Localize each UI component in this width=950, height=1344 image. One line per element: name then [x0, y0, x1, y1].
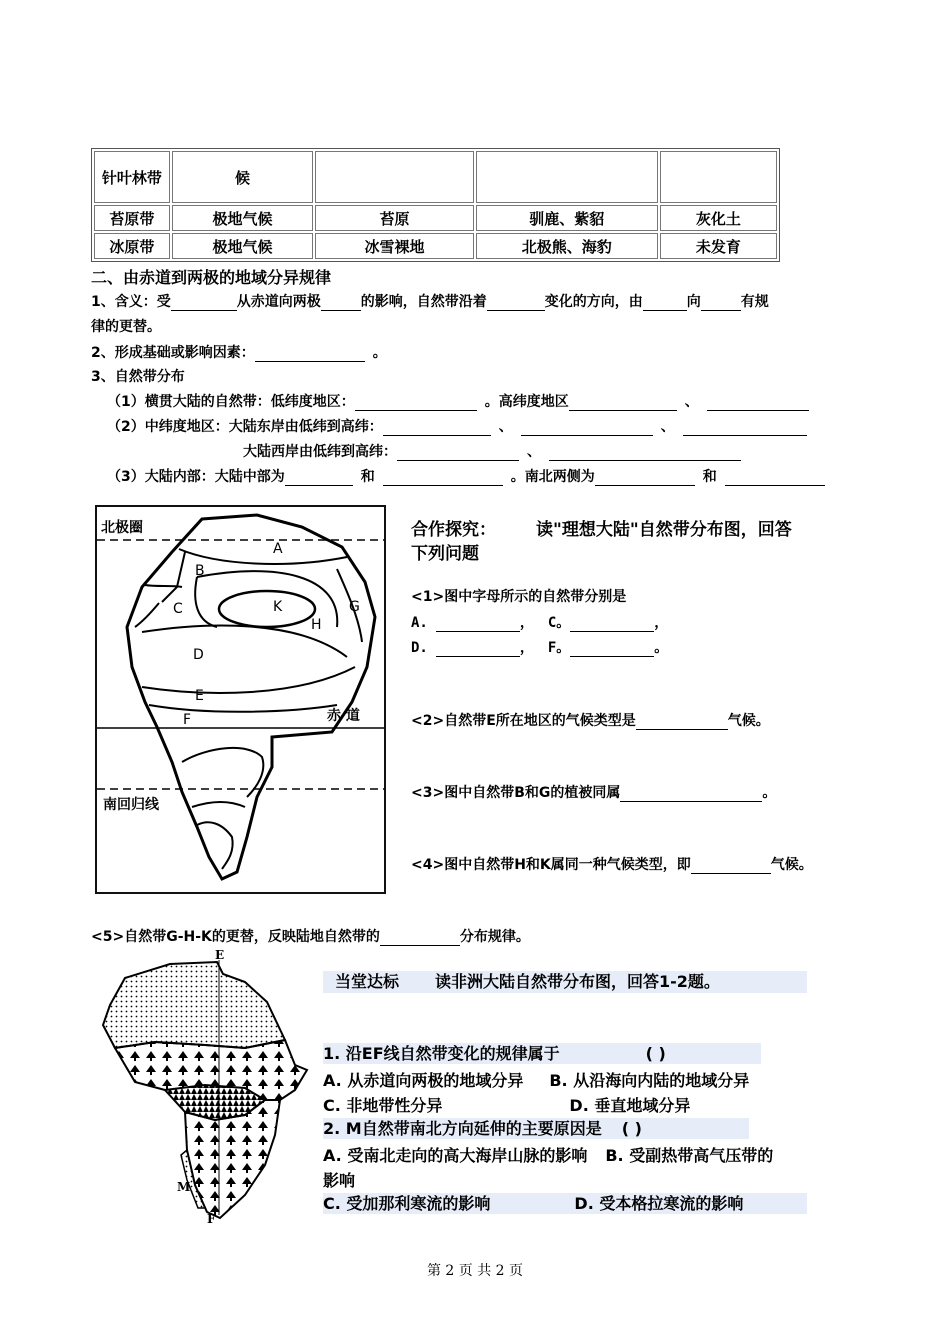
separator: 、 [527, 444, 541, 460]
option-d[interactable]: D. 垂直地域分异 [569, 1096, 691, 1115]
distribution-title: 3、自然带分布 [91, 369, 185, 385]
zone-label-c: C [173, 601, 183, 617]
blank-field[interactable] [436, 617, 520, 632]
basis-line [91, 342, 387, 362]
blank-field[interactable] [569, 396, 677, 411]
option-c: C。 [547, 615, 571, 631]
def-text: 向 [686, 294, 701, 310]
question-text: <5>自然带G-H-K的更替，反映陆地自然带的 [91, 929, 380, 945]
zone-boundary [195, 577, 217, 627]
practice-question-2 [323, 1118, 749, 1139]
zone-boundary [135, 603, 159, 627]
table-cell: 苔原带 [94, 205, 170, 231]
question-text: 。 [762, 785, 777, 801]
inquiry-title-a: 合作探究： [411, 520, 496, 540]
question-4 [411, 854, 813, 874]
table-cell [315, 151, 474, 203]
question-text: 1. 沿EF线自然带变化的规律属于 [323, 1044, 560, 1063]
option-c[interactable]: C. 受加那利寒流的影响 [323, 1194, 491, 1213]
question-text: 分布规律。 [459, 929, 530, 945]
practice-q2-options-ab [323, 1143, 773, 1166]
item-text: （1）横贯大陆的自然带：低纬度地区： [107, 394, 355, 410]
separator: 、 [660, 419, 675, 435]
separator: 、 [498, 419, 513, 435]
question-5 [91, 926, 530, 946]
table-cell: 未发育 [660, 233, 777, 259]
zone-label-d: D [193, 647, 204, 663]
blank-field[interactable] [171, 296, 237, 311]
table-row [94, 233, 777, 259]
zone-label-f: F [183, 712, 192, 728]
practice-title [323, 971, 807, 993]
africa-map [95, 950, 310, 1230]
practice-q1-options-ab [323, 1068, 749, 1091]
period: 。 [654, 640, 669, 656]
option-d: D. [411, 640, 428, 656]
option-b[interactable]: B. 从沿海向内陆的地域分异 [549, 1071, 750, 1090]
comma: ， [519, 615, 534, 631]
practice-title-a: 当堂达标 [335, 972, 400, 991]
blank-field[interactable] [691, 859, 771, 874]
table-row [94, 151, 777, 203]
table-cell: 北极熊、海豹 [476, 233, 658, 259]
option-f: F。 [547, 640, 571, 656]
table-cell [476, 151, 658, 203]
blank-field[interactable] [549, 446, 741, 461]
table-cell: 针叶林带 [94, 151, 170, 203]
zone-label-e: E [195, 688, 204, 704]
def-text: 的影响，自然带沿着 [360, 294, 487, 310]
item-text: 和 [702, 469, 717, 485]
table-cell: 冰雪裸地 [315, 233, 474, 259]
definition-line [91, 291, 769, 311]
zone-label-g: G [349, 599, 360, 615]
tropic-label: 南回归线 [103, 797, 159, 813]
africa-map-svg [95, 950, 310, 1230]
inquiry-title-b: 读"理想大陆"自然带分布图，回答 [536, 520, 792, 540]
item-2 [107, 416, 807, 436]
practice-q1-options-cd [323, 1093, 690, 1116]
table-cell: 候 [172, 151, 313, 203]
sahara-zone [103, 962, 285, 1048]
blank-field[interactable] [636, 715, 728, 730]
blank-field[interactable] [255, 347, 365, 362]
question-text: <4>图中自然带H和K属同一种气候类型，即 [411, 857, 691, 873]
blank-field[interactable] [570, 617, 654, 632]
item-1 [107, 391, 809, 411]
zone-k-boundary [219, 591, 315, 627]
answer-paren[interactable]: ( ) [645, 1044, 666, 1063]
page-footer: 第 2 页 共 2 页 [426, 1263, 524, 1279]
inquiry-title-c: 下列问题 [411, 544, 479, 564]
question-3 [411, 782, 776, 802]
blank-field[interactable] [707, 396, 809, 411]
blank-field[interactable] [383, 421, 491, 436]
question-text: 气候。 [770, 857, 813, 873]
zone-boundary [192, 802, 245, 807]
section-heading: 二、由赤道到两极的地域分异规律 [91, 268, 332, 287]
ideal-continent-map [95, 505, 386, 894]
def-text: 有规 [740, 294, 769, 310]
table-row [94, 205, 777, 231]
ideal-continent-svg [97, 507, 384, 892]
zone-boundary [179, 549, 347, 564]
blank-field[interactable] [321, 296, 361, 311]
table-cell: 灰化土 [660, 205, 777, 231]
table-cell: 苔原 [315, 205, 474, 231]
table-cell: 极地气候 [172, 205, 313, 231]
option-c[interactable]: C. 非地带性分异 [323, 1096, 443, 1115]
arctic-circle-label: 北极圈 [101, 520, 143, 536]
item-text: （3）大陆内部：大陆中部为 [107, 469, 285, 485]
zone-label-h: H [311, 617, 322, 633]
blank-field[interactable] [487, 296, 545, 311]
blank-field[interactable] [701, 296, 741, 311]
option-a[interactable]: A. 受南北走向的高大海岸山脉的影响 [323, 1146, 588, 1165]
inquiry-title [411, 515, 792, 540]
blank-field[interactable] [620, 787, 762, 802]
blank-field[interactable] [436, 642, 520, 657]
zone-label-k: K [273, 599, 283, 615]
natural-zone-table [91, 148, 780, 262]
comma: ， [519, 640, 534, 656]
map-label-f: F [207, 1212, 216, 1226]
table-cell: 冰原带 [94, 233, 170, 259]
practice-question-1 [323, 1043, 761, 1064]
item-text: 、 [684, 394, 699, 410]
blank-field[interactable] [595, 471, 695, 486]
option-a: A. [411, 615, 428, 631]
map-label-e: E [215, 948, 225, 962]
practice-q2-option-b-cont: 影响 [323, 1171, 356, 1190]
blank-field[interactable] [521, 421, 653, 436]
question-text: 2. M自然带南北方向延伸的主要原因是 [323, 1119, 602, 1138]
question-text: 气候。 [727, 713, 770, 729]
blank-field[interactable] [383, 471, 503, 486]
option-d[interactable]: D. 受本格拉寒流的影响 [574, 1194, 744, 1213]
blank-field[interactable] [285, 471, 353, 486]
item-text: 。南北两侧为 [510, 469, 595, 485]
blank-field[interactable] [725, 471, 825, 486]
table-cell: 驯鹿、紫貂 [476, 205, 658, 231]
question-1: <1>图中字母所示的自然带分别是 [411, 589, 627, 605]
zone-boundary [197, 822, 233, 869]
practice-title-b: 读非洲大陆自然带分布图，回答1-2题。 [435, 972, 720, 991]
item-text: 和 [360, 469, 375, 485]
table-cell [660, 151, 777, 203]
question-text: <3>图中自然带B和G的植被同属 [411, 785, 621, 801]
option-b[interactable]: B. 受副热带高气压带的 [605, 1146, 774, 1165]
blank-field[interactable] [355, 396, 477, 411]
question-1-ac [411, 612, 668, 632]
basis-end: 。 [372, 345, 387, 361]
zone-boundary [142, 667, 355, 693]
blank-field[interactable] [643, 296, 687, 311]
comma: ， [654, 615, 669, 631]
item-text: 大陆西岸由低纬到高纬： [243, 444, 397, 460]
equator-label: 赤 道 [327, 708, 360, 724]
question-1-df [411, 637, 668, 657]
item-text: （2）中纬度地区：大陆东岸由低纬到高纬： [107, 419, 383, 435]
question-text: <2>自然带E所在地区的气候类型是 [411, 713, 636, 729]
option-a[interactable]: A. 从赤道向两极的地域分异 [323, 1071, 524, 1090]
basis-label: 2、形成基础或影响因素： [91, 345, 255, 361]
practice-q2-options-cd [323, 1193, 807, 1214]
blank-field[interactable] [380, 931, 460, 946]
definition-line-2: 律的更替。 [91, 319, 161, 335]
def-text: 变化的方向，由 [544, 294, 643, 310]
map-label-m: M [177, 1180, 191, 1194]
zone-label-a: A [273, 541, 283, 557]
table-cell: 极地气候 [172, 233, 313, 259]
zone-boundary [149, 705, 337, 712]
question-2 [411, 710, 770, 730]
blank-field[interactable] [397, 446, 519, 461]
blank-field[interactable] [570, 642, 654, 657]
zone-label-b: B [195, 563, 205, 579]
item-2-west [243, 441, 741, 461]
def-text: 从赤道向两极 [236, 294, 321, 310]
blank-field[interactable] [683, 421, 807, 436]
def-label: 1、含义：受 [91, 294, 171, 310]
answer-paren[interactable]: ( ) [621, 1119, 642, 1138]
item-text: 。高纬度地区 [484, 394, 569, 410]
item-3 [107, 466, 825, 486]
